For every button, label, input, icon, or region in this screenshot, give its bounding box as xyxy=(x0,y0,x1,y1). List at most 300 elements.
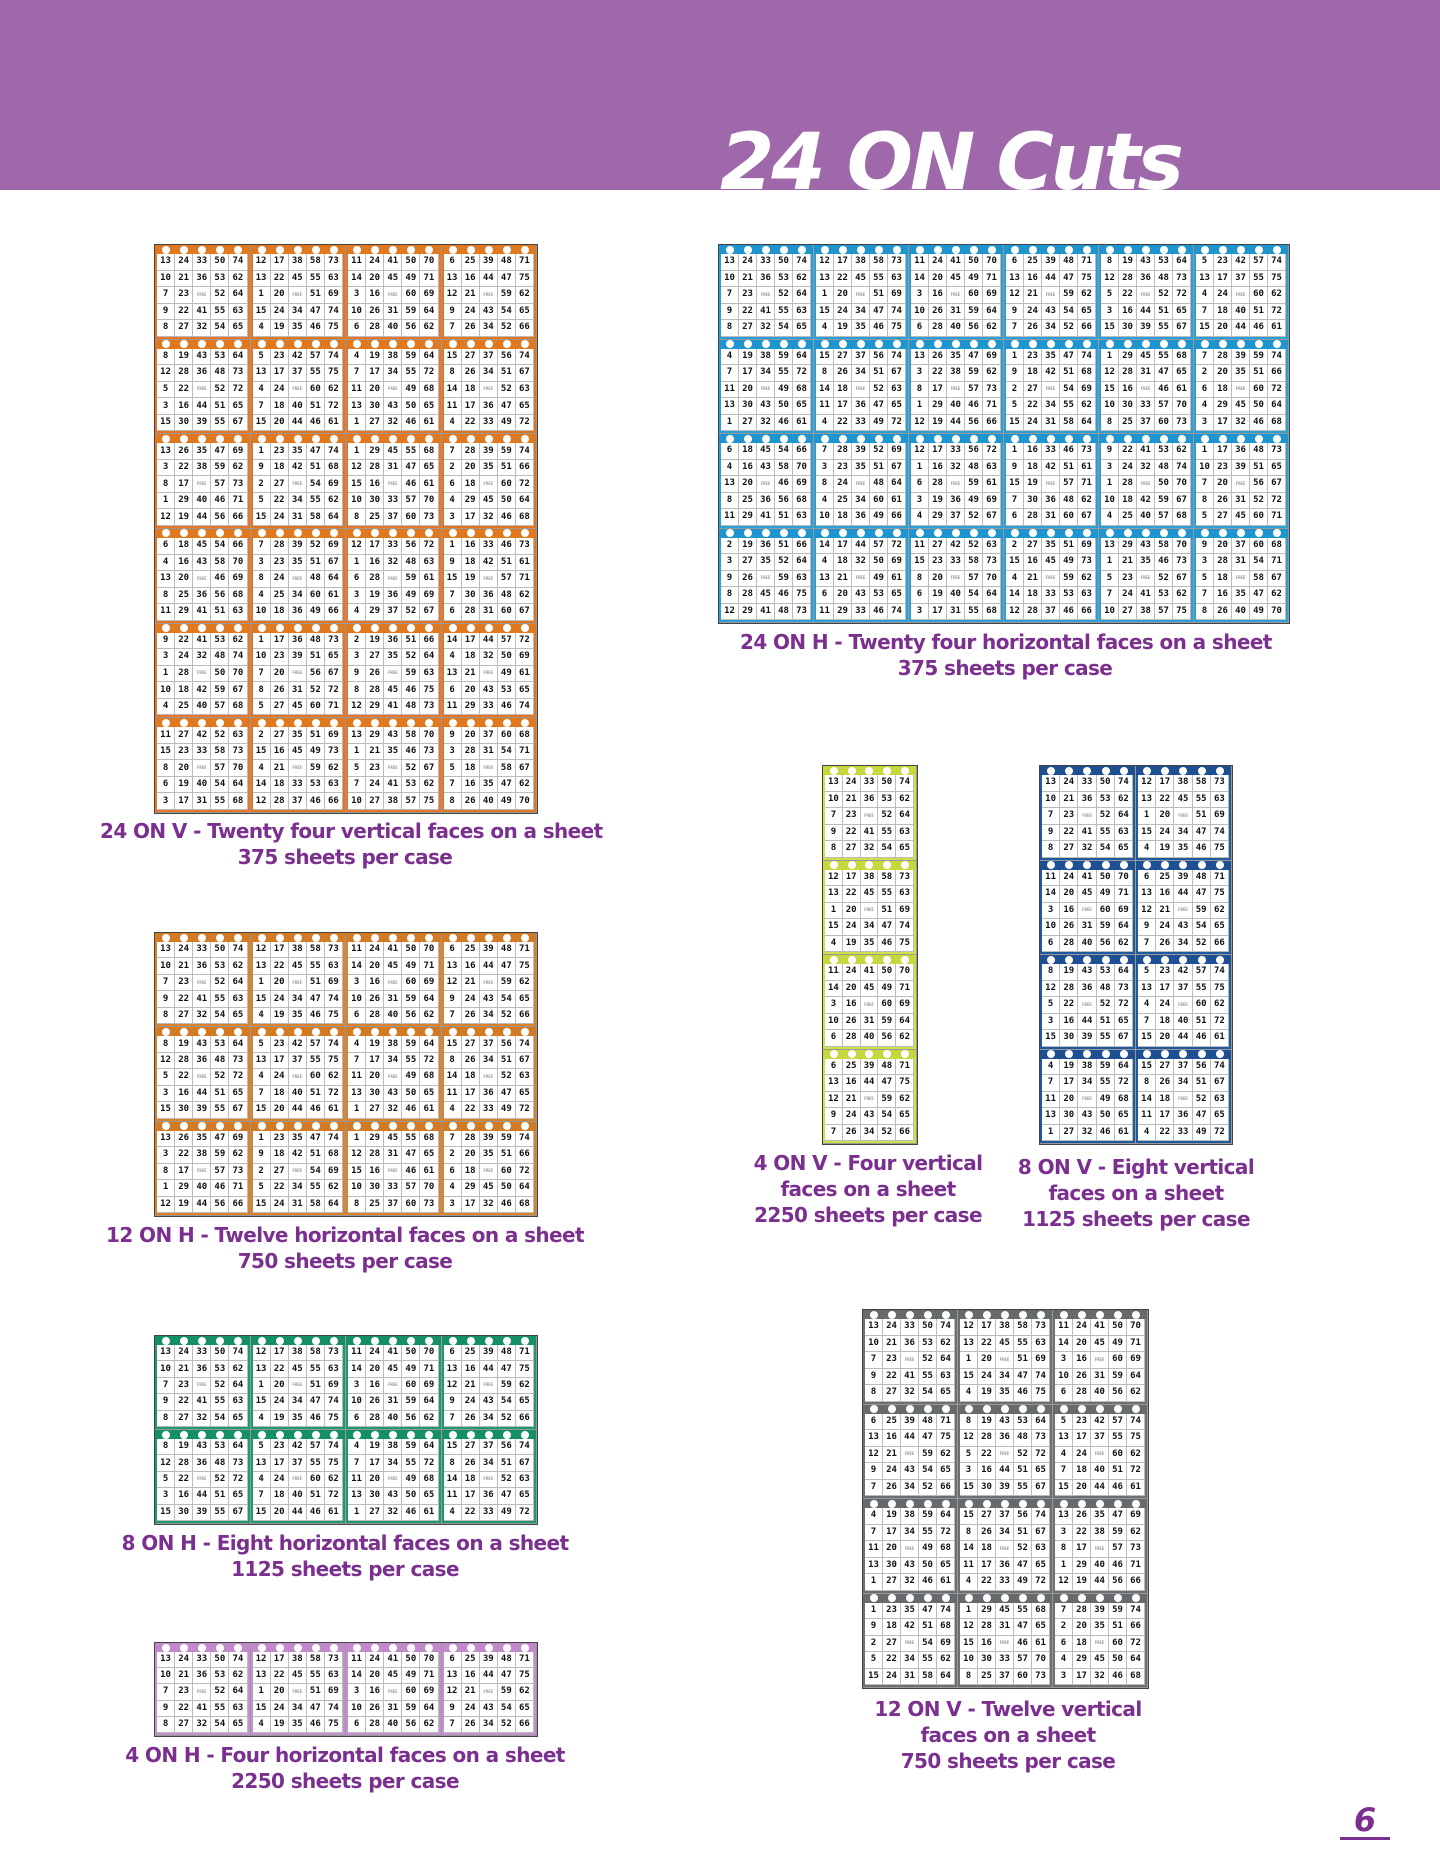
number-cell: 33 xyxy=(757,254,775,271)
caption-4-on-v xyxy=(748,1150,988,1228)
letter-ball-icon xyxy=(1142,529,1150,537)
number-cell: 26 xyxy=(462,1717,480,1733)
bingo-card xyxy=(958,1594,1053,1689)
number-cell: FREE xyxy=(1137,476,1155,493)
number-cell: 69 xyxy=(793,476,811,493)
number-cell: 4 xyxy=(253,1069,271,1085)
number-cell: 40 xyxy=(193,493,211,510)
number-cell: 40 xyxy=(861,1030,879,1047)
number-cell: 16 xyxy=(175,1488,193,1504)
letter-ball-icon xyxy=(276,246,284,254)
letter-ball-icon xyxy=(970,435,978,443)
number-cell: 6 xyxy=(348,1008,366,1024)
number-cell: 15 xyxy=(1006,476,1024,493)
number-cell: 24 xyxy=(1024,304,1042,321)
number-cell: 52 xyxy=(1155,287,1173,304)
number-cell: 28 xyxy=(462,1131,480,1147)
letter-ball-icon xyxy=(294,1337,302,1345)
number-cell: 75 xyxy=(1211,886,1229,903)
number-cell: 18 xyxy=(462,760,480,777)
number-grid xyxy=(1055,1414,1145,1497)
letter-ball-icon xyxy=(276,934,284,942)
number-cell: 8 xyxy=(157,476,175,493)
number-cell: 11 xyxy=(721,382,739,399)
number-cell: 17 xyxy=(462,398,480,415)
letter-ball-icon xyxy=(353,1028,361,1036)
bingo-card xyxy=(251,245,347,340)
number-cell: 34 xyxy=(901,1652,919,1669)
caption-8-on-h xyxy=(100,1530,590,1582)
number-cell: 50 xyxy=(211,254,229,271)
number-cell: 61 xyxy=(420,1102,438,1118)
number-cell: 51 xyxy=(307,1378,325,1394)
letter-ball-icon xyxy=(521,435,529,443)
number-cell: 54 xyxy=(498,991,516,1007)
number-cell: 3 xyxy=(911,604,929,621)
page-title: 24 ON Cuts xyxy=(720,118,1181,190)
number-cell: 37 xyxy=(1042,604,1060,621)
number-cell: 2 xyxy=(444,460,462,477)
number-cell: 59 xyxy=(402,1701,420,1717)
number-cell: 17 xyxy=(978,1558,996,1575)
number-cell: 3 xyxy=(157,1147,175,1163)
letter-ball-icon xyxy=(353,624,361,632)
number-grid xyxy=(444,443,535,526)
bingo-card xyxy=(251,340,347,435)
number-cell: 21 xyxy=(366,744,384,761)
number-cell: 1 xyxy=(911,460,929,477)
number-cell: 22 xyxy=(1156,792,1174,809)
card-header xyxy=(814,529,908,538)
letter-ball-icon xyxy=(258,1337,266,1345)
number-cell: 39 xyxy=(861,1059,879,1076)
number-cell: 55 xyxy=(402,365,420,382)
number-cell: 74 xyxy=(1211,964,1229,981)
number-cell: 57 xyxy=(965,382,983,399)
number-cell: 52 xyxy=(1193,936,1211,953)
number-grid xyxy=(444,1036,535,1118)
number-cell: 74 xyxy=(229,649,247,666)
number-cell: 43 xyxy=(1042,304,1060,321)
number-cell: 17 xyxy=(1073,1669,1091,1686)
number-cell: 28 xyxy=(843,1030,861,1047)
number-cell: 66 xyxy=(516,1008,534,1024)
number-cell: 20 xyxy=(271,1378,289,1394)
number-cell: 6 xyxy=(825,1030,843,1047)
number-cell: 3 xyxy=(1055,1669,1073,1686)
number-cell: 1 xyxy=(348,415,366,432)
card-header xyxy=(346,434,441,443)
number-cell: 18 xyxy=(1214,382,1232,399)
number-cell: 3 xyxy=(444,509,462,526)
number-cell: 24 xyxy=(366,254,384,271)
number-grid xyxy=(253,942,344,1024)
number-cell: 16 xyxy=(739,460,757,477)
number-cell: 3 xyxy=(1196,415,1214,432)
number-cell: 51 xyxy=(1193,808,1211,825)
number-cell: 58 xyxy=(307,1652,325,1668)
bingo-card xyxy=(442,1027,538,1121)
bingo-card xyxy=(442,1336,538,1430)
letter-ball-icon xyxy=(1237,435,1245,443)
number-grid xyxy=(348,1345,439,1427)
number-cell: 40 xyxy=(289,1488,307,1504)
number-grid xyxy=(348,443,439,526)
number-cell: 44 xyxy=(480,633,498,650)
number-cell: 44 xyxy=(996,1463,1014,1480)
letter-ball-icon xyxy=(1096,1500,1104,1508)
letter-ball-icon xyxy=(503,246,511,254)
number-cell: 66 xyxy=(516,1717,534,1733)
number-cell: 65 xyxy=(937,1385,955,1402)
number-cell: 40 xyxy=(193,1180,211,1196)
number-cell: 49 xyxy=(870,415,888,432)
letter-ball-icon xyxy=(294,1122,302,1130)
number-cell: 67 xyxy=(888,365,906,382)
number-cell: 65 xyxy=(937,1463,955,1480)
number-cell: 68 xyxy=(516,1197,534,1213)
number-cell: 3 xyxy=(911,365,929,382)
letter-ball-icon xyxy=(1011,340,1019,348)
number-cell: FREE xyxy=(384,476,402,493)
number-cell: 41 xyxy=(861,825,879,842)
number-cell: 74 xyxy=(937,1319,955,1336)
number-cell: 49 xyxy=(498,415,516,432)
number-cell: 72 xyxy=(229,1069,247,1085)
number-cell: 40 xyxy=(384,1717,402,1733)
number-cell: 52 xyxy=(211,287,229,304)
number-cell: 23 xyxy=(271,1131,289,1147)
number-cell: FREE xyxy=(480,1069,498,1085)
number-cell: 28 xyxy=(271,793,289,810)
number-cell: 20 xyxy=(1214,538,1232,555)
number-cell: 52 xyxy=(775,287,793,304)
number-cell: 22 xyxy=(271,493,289,510)
number-cell: 12 xyxy=(157,1197,175,1213)
card-header xyxy=(1040,955,1135,964)
letter-ball-icon xyxy=(162,435,170,443)
number-cell: 32 xyxy=(384,555,402,572)
number-cell: 8 xyxy=(1138,1075,1156,1092)
number-cell: 51 xyxy=(498,555,516,572)
card-header xyxy=(1040,766,1135,775)
number-cell: 20 xyxy=(843,981,861,998)
number-cell: 13 xyxy=(157,1345,175,1361)
number-cell: 44 xyxy=(861,1075,879,1092)
number-cell: 75 xyxy=(325,1717,343,1733)
number-cell: 32 xyxy=(1232,415,1250,432)
letter-ball-icon xyxy=(180,719,188,727)
number-cell: 4 xyxy=(444,1102,462,1118)
number-cell: 15 xyxy=(1138,1030,1156,1047)
number-cell: 1 xyxy=(253,633,271,650)
number-cell: 60 xyxy=(402,1684,420,1700)
number-cell: 33 xyxy=(1042,443,1060,460)
letter-ball-icon xyxy=(1065,435,1073,443)
number-cell: 67 xyxy=(325,555,343,572)
number-cell: 61 xyxy=(937,1574,955,1591)
letter-ball-icon xyxy=(521,340,529,348)
number-cell: 60 xyxy=(1155,415,1173,432)
number-cell: 46 xyxy=(211,493,229,510)
number-cell: 55 xyxy=(1097,825,1115,842)
number-cell: 25 xyxy=(1156,870,1174,887)
number-cell: 7 xyxy=(865,1480,883,1497)
number-cell: 57 xyxy=(1155,398,1173,415)
bingo-card xyxy=(155,1643,251,1736)
number-cell: 51 xyxy=(307,975,325,991)
letter-ball-icon xyxy=(407,624,415,632)
number-cell: 64 xyxy=(1268,398,1286,415)
number-cell: 19 xyxy=(366,633,384,650)
number-cell: 34 xyxy=(861,1125,879,1142)
letter-ball-icon xyxy=(276,624,284,632)
number-cell: 27 xyxy=(1060,841,1078,858)
number-cell: 28 xyxy=(929,320,947,337)
number-cell: 62 xyxy=(325,382,343,399)
number-cell: 36 xyxy=(1232,443,1250,460)
number-cell: 62 xyxy=(1127,1525,1145,1542)
letter-ball-icon xyxy=(407,1337,415,1345)
number-cell: 37 xyxy=(947,509,965,526)
number-cell: 15 xyxy=(253,1505,271,1521)
bingo-card xyxy=(155,434,251,529)
number-cell: 43 xyxy=(193,555,211,572)
letter-ball-icon xyxy=(1216,767,1224,775)
number-cell: 66 xyxy=(229,538,247,555)
number-cell: 13 xyxy=(911,349,929,366)
number-cell: 45 xyxy=(1091,1652,1109,1669)
letter-ball-icon xyxy=(1019,1405,1027,1413)
number-cell: 37 xyxy=(289,365,307,382)
number-cell: 10 xyxy=(157,682,175,699)
number-cell: 28 xyxy=(462,604,480,621)
number-cell: 23 xyxy=(366,760,384,777)
number-cell: 51 xyxy=(498,460,516,477)
number-cell: 65 xyxy=(516,1488,534,1504)
number-cell: 44 xyxy=(193,1488,211,1504)
number-grid xyxy=(960,1319,1050,1402)
number-cell: 71 xyxy=(937,1414,955,1431)
letter-ball-icon xyxy=(726,435,734,443)
number-cell: 55 xyxy=(307,1180,325,1196)
sheet-4-on-h xyxy=(154,1642,538,1737)
number-cell: 70 xyxy=(793,460,811,477)
number-cell: 7 xyxy=(444,1717,462,1733)
number-cell: 16 xyxy=(462,271,480,288)
number-cell: 22 xyxy=(843,886,861,903)
letter-ball-icon xyxy=(425,719,433,727)
number-cell: 49 xyxy=(498,1505,516,1521)
letter-ball-icon xyxy=(503,1644,511,1652)
number-cell: 33 xyxy=(947,554,965,571)
number-cell: FREE xyxy=(852,571,870,588)
letter-ball-icon xyxy=(1161,1050,1169,1058)
number-cell: 46 xyxy=(307,1505,325,1521)
number-cell: 22 xyxy=(175,382,193,399)
number-grid xyxy=(348,349,439,432)
number-cell: 1 xyxy=(1042,1125,1060,1142)
number-cell: 15 xyxy=(1006,415,1024,432)
number-cell: 64 xyxy=(983,587,1001,604)
number-cell: 51 xyxy=(775,538,793,555)
number-cell: 40 xyxy=(384,1008,402,1024)
number-cell: 4 xyxy=(825,936,843,953)
number-cell: 16 xyxy=(462,1361,480,1377)
number-cell: 15 xyxy=(253,415,271,432)
number-cell: 75 xyxy=(325,365,343,382)
number-cell: 69 xyxy=(1078,538,1096,555)
number-cell: 64 xyxy=(229,975,247,991)
letter-ball-icon xyxy=(425,1644,433,1652)
letter-ball-icon xyxy=(521,1122,529,1130)
letter-ball-icon xyxy=(865,1050,873,1058)
number-cell: 62 xyxy=(325,1180,343,1196)
letter-ball-icon xyxy=(389,1028,397,1036)
number-cell: 10 xyxy=(348,1180,366,1196)
number-cell: 40 xyxy=(1174,1014,1192,1031)
bingo-card xyxy=(155,245,251,340)
letter-ball-icon xyxy=(726,340,734,348)
number-cell: 33 xyxy=(852,415,870,432)
number-cell: 36 xyxy=(193,1361,211,1377)
number-cell: 32 xyxy=(901,1574,919,1591)
number-cell: 52 xyxy=(211,1684,229,1700)
bingo-card xyxy=(346,1027,442,1121)
number-cell: 26 xyxy=(462,793,480,810)
letter-ball-icon xyxy=(934,246,942,254)
bingo-card xyxy=(814,340,909,435)
number-cell: 51 xyxy=(307,649,325,666)
number-cell: 30 xyxy=(1060,1030,1078,1047)
number-cell: 11 xyxy=(348,254,366,271)
number-cell: 18 xyxy=(1024,365,1042,382)
number-cell: 50 xyxy=(1097,870,1115,887)
letter-ball-icon xyxy=(762,340,770,348)
number-cell: 3 xyxy=(960,1463,978,1480)
number-cell: 46 xyxy=(1060,604,1078,621)
number-cell: 4 xyxy=(157,699,175,716)
number-cell: 7 xyxy=(865,1525,883,1542)
number-cell: 36 xyxy=(384,633,402,650)
number-cell: 30 xyxy=(1119,320,1137,337)
number-cell: 63 xyxy=(896,886,914,903)
number-cell: 18 xyxy=(462,1472,480,1488)
number-cell: 59 xyxy=(1097,1059,1115,1076)
number-cell: 24 xyxy=(175,254,193,271)
number-cell: FREE xyxy=(901,1636,919,1653)
number-cell: 12 xyxy=(1101,365,1119,382)
number-cell: 26 xyxy=(929,304,947,321)
number-cell: 73 xyxy=(1078,554,1096,571)
number-cell: 20 xyxy=(462,727,480,744)
letter-ball-icon xyxy=(1237,246,1245,254)
bingo-card xyxy=(814,434,909,529)
number-cell: 51 xyxy=(870,460,888,477)
bingo-card xyxy=(719,434,814,529)
number-cell: 13 xyxy=(721,476,739,493)
card-header xyxy=(1194,434,1288,443)
number-cell: 45 xyxy=(1137,349,1155,366)
number-cell: 62 xyxy=(1078,398,1096,415)
number-grid xyxy=(157,254,248,337)
letter-ball-icon xyxy=(848,1050,856,1058)
number-cell: 68 xyxy=(420,443,438,460)
letter-ball-icon xyxy=(1255,529,1263,537)
letter-ball-icon xyxy=(485,1337,493,1345)
number-cell: 9 xyxy=(825,1108,843,1125)
number-cell: 41 xyxy=(1137,443,1155,460)
number-cell: 57 xyxy=(1193,964,1211,981)
number-cell: 39 xyxy=(1137,320,1155,337)
number-cell: 10 xyxy=(1042,919,1060,936)
number-cell: 17 xyxy=(462,509,480,526)
card-header xyxy=(958,1499,1052,1508)
number-cell: 60 xyxy=(402,287,420,304)
letter-ball-icon xyxy=(162,1644,170,1652)
number-cell: 56 xyxy=(870,349,888,366)
number-cell: 73 xyxy=(325,942,343,958)
letter-ball-icon xyxy=(294,529,302,537)
number-cell: FREE xyxy=(193,571,211,588)
number-cell: 75 xyxy=(420,682,438,699)
number-cell: 31 xyxy=(289,1197,307,1213)
number-grid xyxy=(444,1652,535,1733)
number-cell: 15 xyxy=(816,349,834,366)
number-cell: 47 xyxy=(1155,365,1173,382)
number-cell: 24 xyxy=(175,1652,193,1668)
letter-ball-icon xyxy=(162,340,170,348)
number-cell: 27 xyxy=(739,554,757,571)
letter-ball-icon xyxy=(1083,767,1091,775)
number-cell: 4 xyxy=(253,382,271,399)
number-cell: 68 xyxy=(983,604,1001,621)
number-cell: 52 xyxy=(307,538,325,555)
number-cell: 66 xyxy=(793,443,811,460)
number-cell: 12 xyxy=(816,254,834,271)
letter-ball-icon xyxy=(180,1431,188,1439)
number-cell: 29 xyxy=(929,509,947,526)
number-cell: 46 xyxy=(1250,320,1268,337)
bingo-card xyxy=(155,1122,251,1216)
number-cell: 6 xyxy=(1006,254,1024,271)
number-cell: 4 xyxy=(348,604,366,621)
number-cell: 35 xyxy=(1232,365,1250,382)
number-cell: 39 xyxy=(480,942,498,958)
number-cell: 29 xyxy=(366,443,384,460)
number-cell: 38 xyxy=(757,349,775,366)
number-cell: 65 xyxy=(516,1086,534,1102)
number-cell: 73 xyxy=(1173,271,1191,288)
card-header xyxy=(251,529,346,538)
number-cell: 53 xyxy=(919,1336,937,1353)
number-cell: 5 xyxy=(157,1472,175,1488)
number-cell: 21 xyxy=(843,1092,861,1109)
number-cell: 60 xyxy=(307,1069,325,1085)
number-cell: 59 xyxy=(1109,1525,1127,1542)
number-cell: 15 xyxy=(1101,382,1119,399)
number-cell: 22 xyxy=(978,1447,996,1464)
letter-ball-icon xyxy=(389,719,397,727)
number-cell: 65 xyxy=(229,398,247,415)
number-cell: 41 xyxy=(901,1369,919,1386)
number-cell: 18 xyxy=(1214,571,1232,588)
number-cell: 4 xyxy=(721,460,739,477)
number-grid xyxy=(865,1414,955,1497)
number-cell: 18 xyxy=(462,649,480,666)
number-cell: 50 xyxy=(1155,476,1173,493)
number-cell: 7 xyxy=(721,365,739,382)
